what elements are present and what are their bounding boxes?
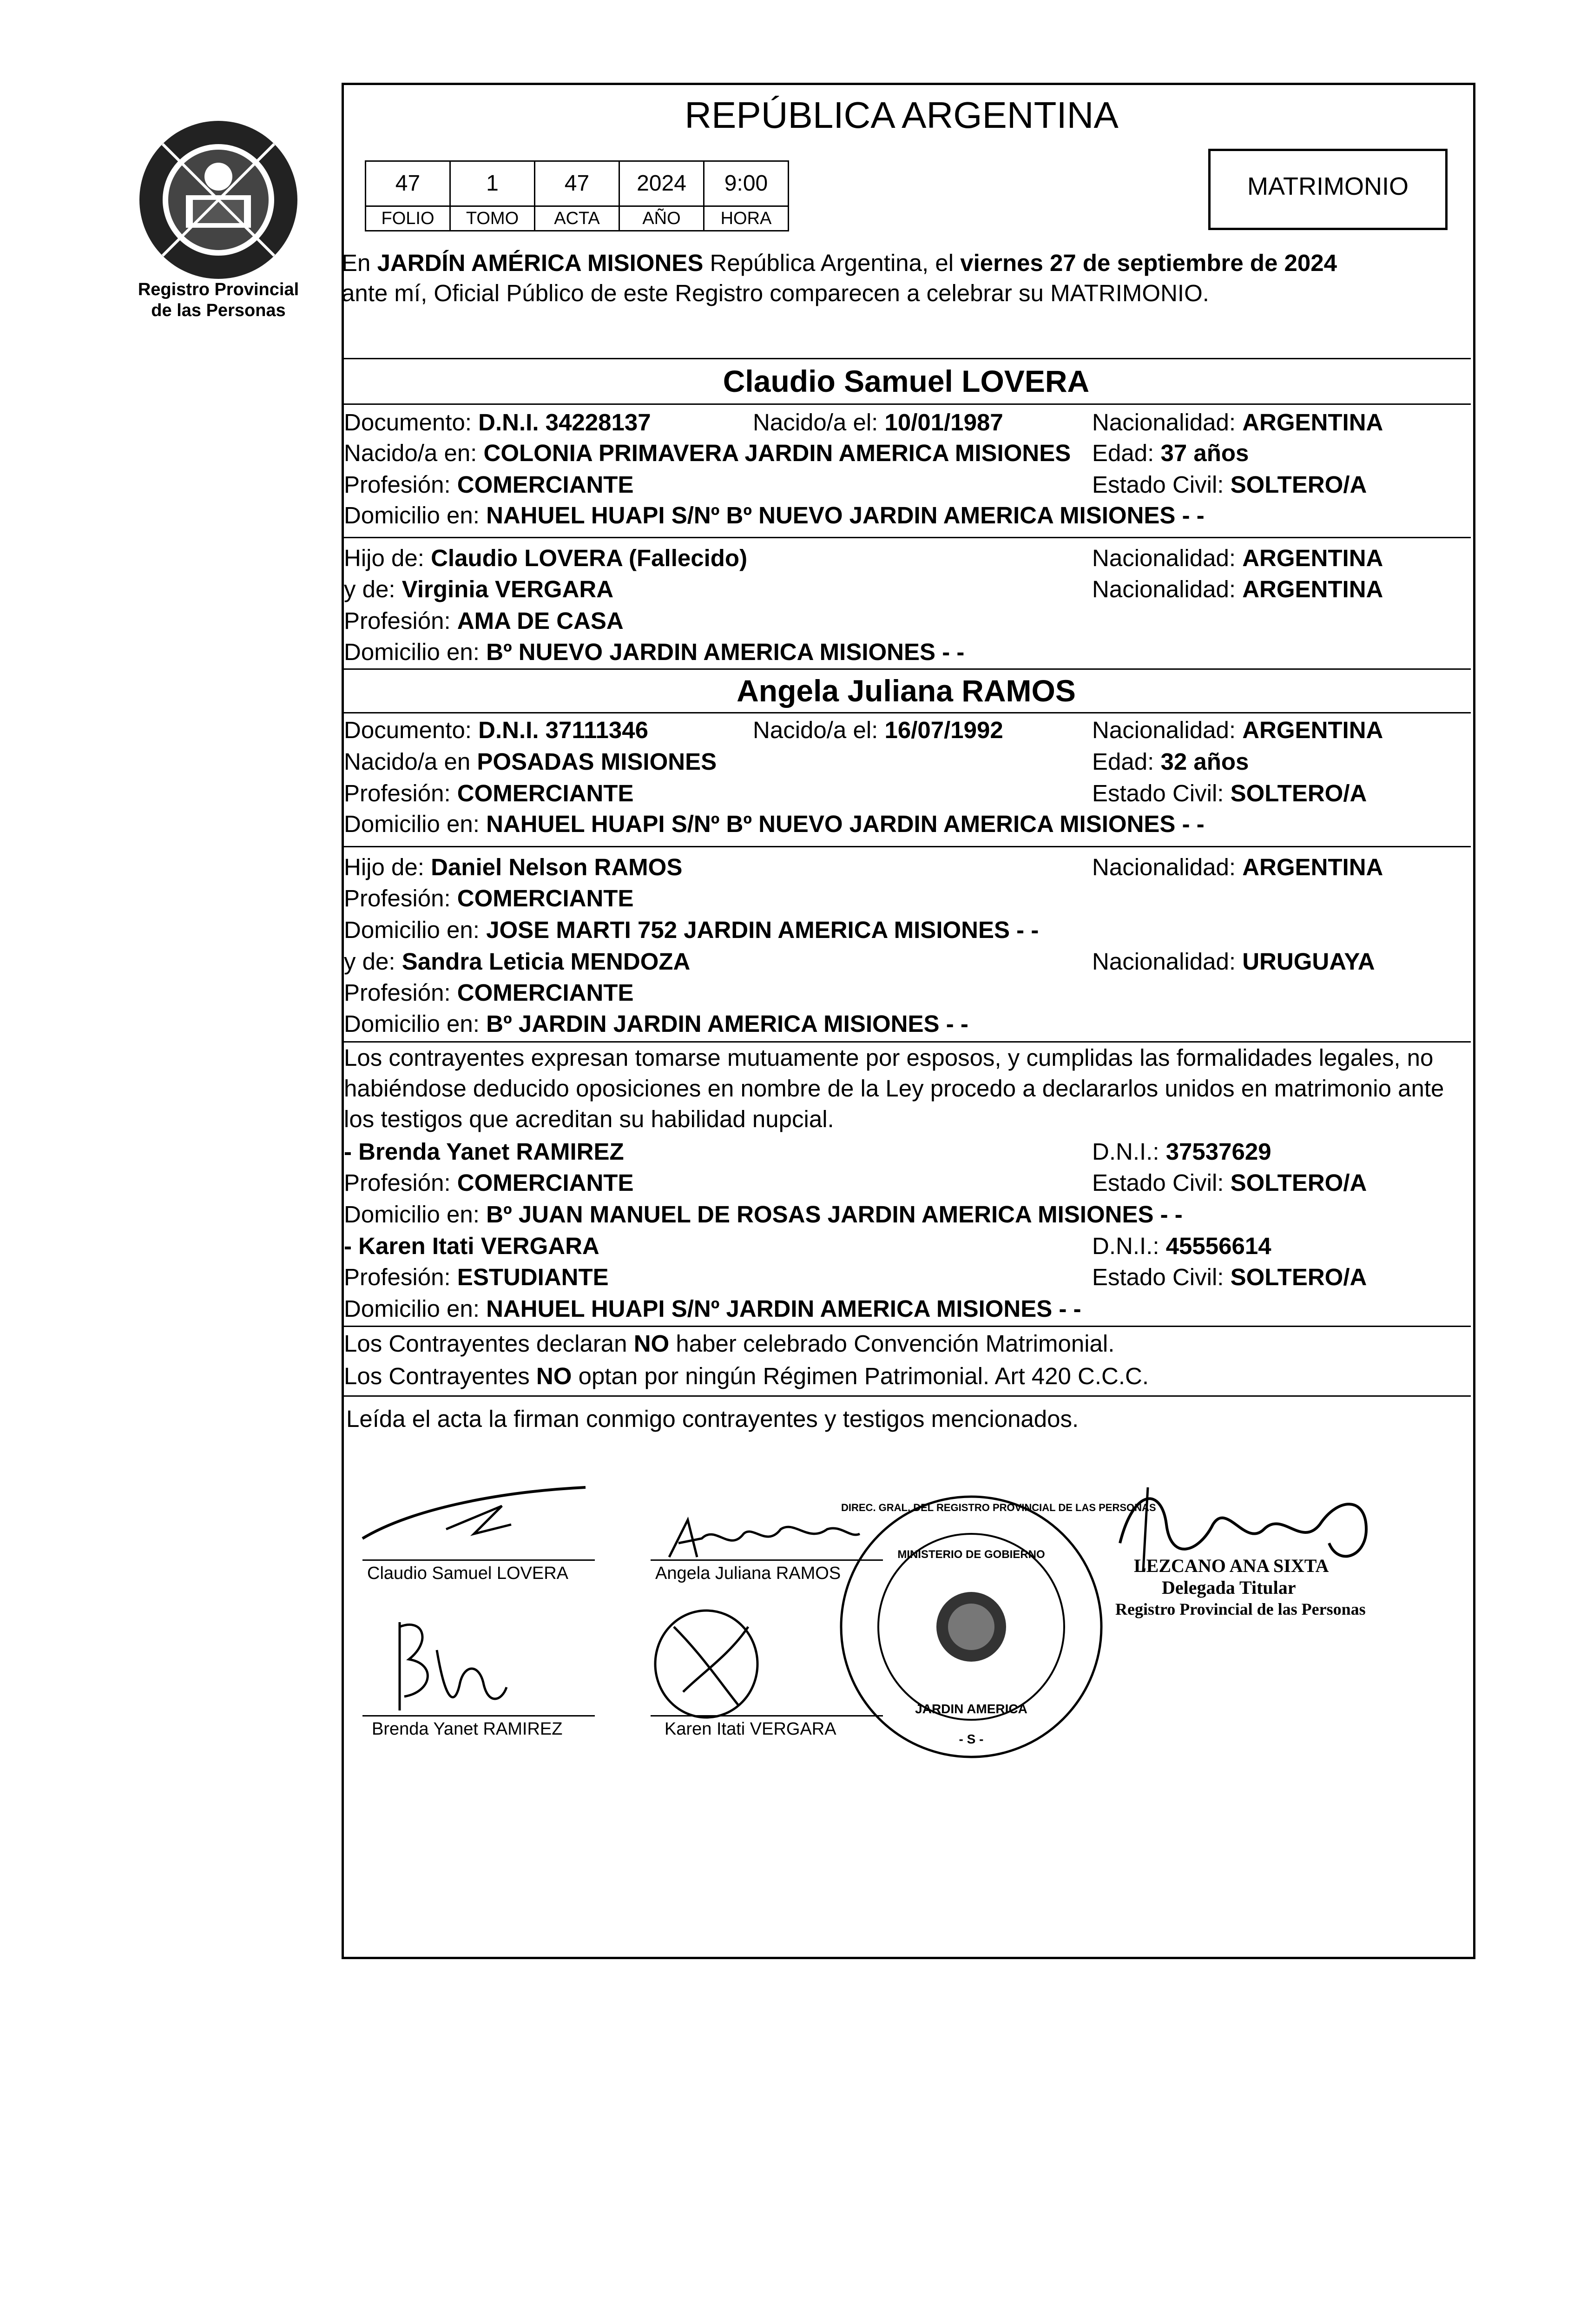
spouse1-domicilio: Domicilio en: NAHUEL HUAPI S/Nº Bº NUEVO JARDIN AMERICA MISIONES - - xyxy=(344,502,1205,528)
divider xyxy=(342,1041,1471,1043)
witness2-dni: D.N.I.: 45556614 xyxy=(1092,1233,1271,1259)
spouse2-profesion: Profesión: COMERCIANTE xyxy=(344,780,634,806)
spouse2-estado: Estado Civil: SOLTERO/A xyxy=(1092,780,1367,806)
acta-value: 47 xyxy=(534,160,620,207)
declaration-line2: habiéndose deducido oposiciones en nombre de la Ley procedo a declararlos unidos en matrimonio ante xyxy=(344,1075,1444,1102)
signature-karen xyxy=(646,1599,767,1720)
regime-line2: Los Contrayentes NO optan por ningún Régimen Patrimonial. Art 420 C.C.C. xyxy=(344,1363,1149,1389)
signature-label-karen: Karen Itati VERGARA xyxy=(665,1719,836,1739)
spouse1-madre-dom: Domicilio en: Bº NUEVO JARDIN AMERICA MISIONES - - xyxy=(344,639,965,665)
spouse2-nacido-el: Nacido/a el: 16/07/1992 xyxy=(753,717,1003,743)
spouse2-domicilio: Domicilio en: NAHUEL HUAPI S/Nº Bº NUEVO JARDIN AMERICA MISIONES - - xyxy=(344,811,1205,837)
spouse2-madre-nac: Nacionalidad: URUGUAYA xyxy=(1092,948,1375,975)
divider xyxy=(342,1326,1471,1327)
anio-value: 2024 xyxy=(619,160,704,207)
spouse1-padre: Hijo de: Claudio LOVERA (Fallecido) xyxy=(344,545,748,571)
signature-label-claudio: Claudio Samuel LOVERA xyxy=(367,1564,568,1583)
witness1-profesion: Profesión: COMERCIANTE xyxy=(344,1169,634,1196)
spouse2-documento: Documento: D.N.I. 37111346 xyxy=(344,717,648,743)
tomo-label: TOMO xyxy=(449,205,535,231)
spouse1-padre-nac: Nacionalidad: ARGENTINA xyxy=(1092,545,1383,571)
witness1-dni: D.N.I.: 37537629 xyxy=(1092,1138,1271,1165)
divider xyxy=(342,668,1471,670)
spouse2-name: Angela Juliana RAMOS xyxy=(737,673,1076,708)
stamp-inner-text: MINISTERIO DE GOBIERNO xyxy=(897,1548,1045,1561)
divider xyxy=(342,537,1471,538)
spouse2-padre-prof: Profesión: COMERCIANTE xyxy=(344,885,634,911)
official-office: Registro Provincial de las Personas xyxy=(1115,1600,1366,1618)
acta-label: ACTA xyxy=(534,205,620,231)
spouse1-name: Claudio Samuel LOVERA xyxy=(723,364,1090,398)
signature-brenda xyxy=(381,1613,520,1720)
spouse2-edad: Edad: 32 años xyxy=(1092,748,1249,775)
stamp-place: JARDIN AMERICA xyxy=(915,1702,1027,1716)
page-title: REPÚBLICA ARGENTINA xyxy=(685,94,1119,136)
closing-text: Leída el acta la firman conmigo contrayentes y testigos mencionados. xyxy=(346,1406,1079,1432)
declaration-line3: los testigos que acreditan su habilidad nupcial. xyxy=(344,1106,834,1132)
witness2-profesion: Profesión: ESTUDIANTE xyxy=(344,1264,609,1290)
official-name: LEZCANO ANA SIXTA xyxy=(1134,1555,1329,1576)
tomo-value: 1 xyxy=(449,160,535,207)
spouse1-estado: Estado Civil: SOLTERO/A xyxy=(1092,471,1367,498)
divider xyxy=(342,403,1471,405)
hora-label: HORA xyxy=(703,205,789,231)
official-role: Delegada Titular xyxy=(1162,1577,1296,1598)
folio-value: 47 xyxy=(365,160,451,207)
divider xyxy=(342,846,1471,847)
divider xyxy=(342,1395,1471,1397)
witness1-domicilio: Domicilio en: Bº JUAN MANUEL DE ROSAS JARDIN AMERICA MISIONES - - xyxy=(344,1201,1183,1228)
spouse2-padre-nac: Nacionalidad: ARGENTINA xyxy=(1092,854,1383,880)
anio-label: AÑO xyxy=(619,205,704,231)
signature-line xyxy=(362,1559,595,1561)
spouse2-nacido-en: Nacido/a en POSADAS MISIONES xyxy=(344,748,717,775)
registry-stamp xyxy=(836,1492,1156,1762)
intro-line2: ante mí, Oficial Público de este Registro comparecen a celebrar su MATRIMONIO. xyxy=(342,280,1209,306)
witness1-estado: Estado Civil: SOLTERO/A xyxy=(1092,1169,1367,1196)
witness2-estado: Estado Civil: SOLTERO/A xyxy=(1092,1264,1367,1290)
witness2-name: - Karen Itati VERGARA xyxy=(344,1233,599,1259)
signature-claudio xyxy=(353,1469,613,1552)
province-seal xyxy=(135,116,302,284)
spouse1-madre: y de: Virginia VERGARA xyxy=(344,576,614,602)
declaration-line1: Los contrayentes expresan tomarse mutuamente por esposos, y cumplidas las formalidades legales, no xyxy=(344,1044,1434,1071)
spouse1-nacionalidad: Nacionalidad: ARGENTINA xyxy=(1092,409,1383,436)
signature-label-angela: Angela Juliana RAMOS xyxy=(655,1564,841,1583)
spouse1-edad: Edad: 37 años xyxy=(1092,440,1249,466)
signature-line xyxy=(362,1715,595,1717)
spouse2-madre: y de: Sandra Leticia MENDOZA xyxy=(344,948,691,975)
spouse2-nacionalidad: Nacionalidad: ARGENTINA xyxy=(1092,717,1383,743)
spouse2-madre-dom: Domicilio en: Bº JARDIN JARDIN AMERICA MISIONES - - xyxy=(344,1010,968,1037)
folio-label: FOLIO xyxy=(365,205,451,231)
registry-line1: Registro Provincial xyxy=(138,280,299,299)
regime-line1: Los Contrayentes declaran NO haber celebrado Convención Matrimonial. xyxy=(344,1330,1115,1357)
spouse2-madre-prof: Profesión: COMERCIANTE xyxy=(344,979,634,1006)
spouse1-madre-nac: Nacionalidad: ARGENTINA xyxy=(1092,576,1383,602)
signature-label-brenda: Brenda Yanet RAMIREZ xyxy=(372,1719,563,1739)
divider xyxy=(342,712,1471,713)
record-type: MATRIMONIO xyxy=(1247,172,1409,200)
signature-angela xyxy=(660,1506,864,1566)
witness1-name: - Brenda Yanet RAMIREZ xyxy=(344,1138,624,1165)
intro-line1: En JARDÍN AMÉRICA MISIONES República Argentina, el viernes 27 de septiembre de 2024 xyxy=(342,250,1337,276)
spouse1-nacido-el: Nacido/a el: 10/01/1987 xyxy=(753,409,1003,436)
divider xyxy=(342,358,1471,359)
spouse1-documento: Documento: D.N.I. 34228137 xyxy=(344,409,651,436)
registry-line2: de las Personas xyxy=(151,301,286,320)
stamp-bottom: - S - xyxy=(959,1732,984,1746)
hora-value: 9:00 xyxy=(703,160,789,207)
witness2-domicilio: Domicilio en: NAHUEL HUAPI S/Nº JARDIN AMERICA MISIONES - - xyxy=(344,1295,1081,1322)
spouse2-padre: Hijo de: Daniel Nelson RAMOS xyxy=(344,854,683,880)
spouse1-madre-prof: Profesión: AMA DE CASA xyxy=(344,607,624,634)
spouse2-padre-dom: Domicilio en: JOSE MARTI 752 JARDIN AMERICA MISIONES - - xyxy=(344,917,1039,943)
stamp-outer-text: DIREC. GRAL. DEL REGISTRO PROVINCIAL DE LAS PERSONAS xyxy=(841,1502,1156,1513)
spouse1-profesion: Profesión: COMERCIANTE xyxy=(344,471,634,498)
spouse1-nacido-en: Nacido/a en: COLONIA PRIMAVERA JARDIN AMERICA MISIONES xyxy=(344,440,1071,466)
